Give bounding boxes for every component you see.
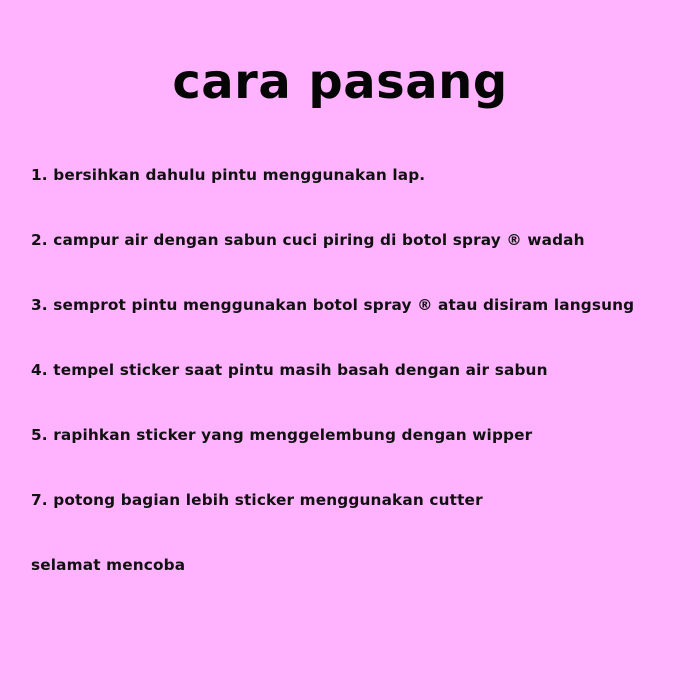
instruction-step-1: 1. bersihkan dahulu pintu menggunakan lap. xyxy=(31,166,426,184)
instruction-list xyxy=(31,163,691,553)
page-title: cara pasang xyxy=(172,54,508,111)
instruction-step-4: 4. tempel sticker saat pintu masih basah dengan air sabun xyxy=(31,361,548,379)
instruction-step-3: 3. semprot pintu menggunakan botol spray ® atau disiram langsung xyxy=(31,296,635,314)
instruction-step-5: 5. rapihkan sticker yang menggelembung dengan wipper xyxy=(31,426,533,444)
instruction-step-7: 7. potong bagian lebih sticker menggunakan cutter xyxy=(31,491,483,509)
instruction-step-2: 2. campur air dengan sabun cuci piring di botol spray ® wadah xyxy=(31,231,585,249)
closing-message: selamat mencoba xyxy=(31,556,186,575)
